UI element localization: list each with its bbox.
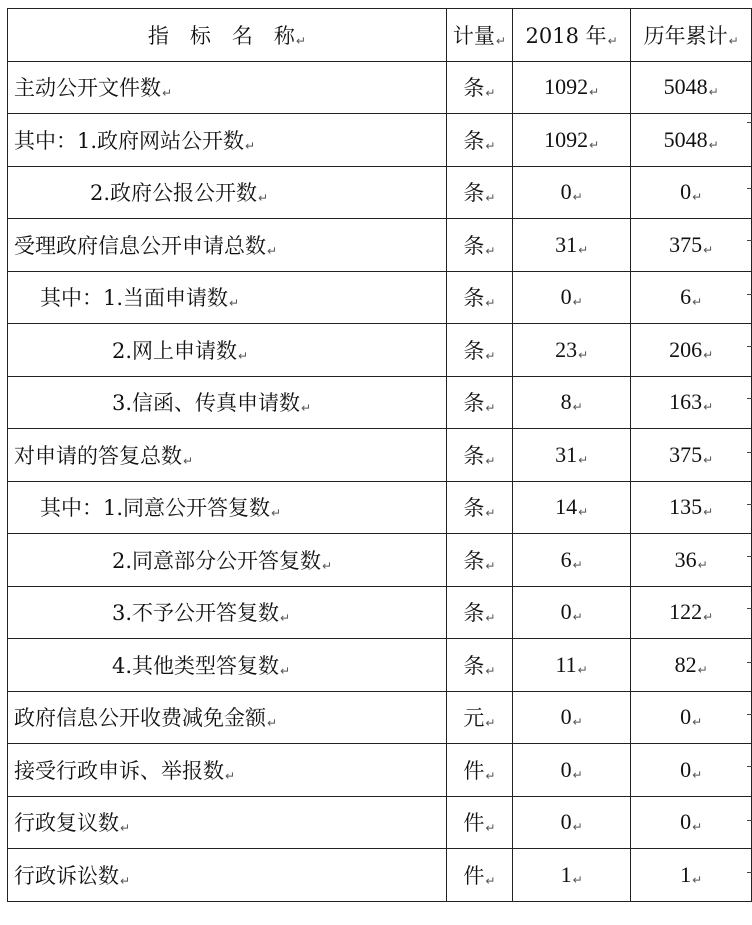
header-cumulative	[631, 9, 752, 62]
year-2018-cell-text: 0	[560, 809, 572, 835]
table-row	[8, 166, 752, 219]
cumulative-total-cell	[631, 61, 752, 114]
unit-cell-text: 条	[463, 548, 485, 573]
paragraph-mark-icon: ↵	[485, 873, 496, 888]
unit-cell	[446, 481, 512, 534]
header-year-text: 2018 年	[525, 23, 607, 48]
paragraph-mark-icon: ↵	[703, 400, 714, 415]
unit-cell-text: 元	[463, 706, 485, 731]
indicator-name-cell	[8, 744, 447, 797]
table-row	[8, 114, 752, 167]
cumulative-total-cell-text: 36	[674, 546, 697, 572]
cumulative-total-cell-text: 206	[669, 336, 703, 362]
year-2018-cell	[512, 744, 630, 797]
paragraph-mark-icon: ↵	[120, 873, 131, 888]
cumulative-total-cell-text: 6	[680, 284, 692, 310]
indicator-name-cell-text: 2.同意部分公开答复数	[112, 548, 322, 573]
year-2018-cell	[512, 324, 630, 377]
indicator-name-cell-text: 受理政府信息公开申请总数	[14, 233, 266, 258]
cumulative-total-cell-text: 0	[680, 179, 692, 205]
paragraph-mark-icon: ↵	[577, 662, 588, 677]
year-2018-cell-text: 1	[560, 861, 572, 887]
unit-cell	[446, 691, 512, 744]
cumulative-total-cell-text: 375	[669, 441, 703, 467]
year-2018-cell-text: 0	[560, 284, 572, 310]
cumulative-total-cell-text: 0	[680, 756, 692, 782]
edge-tick	[747, 346, 752, 347]
indicator-name-cell-text: 行政诉讼数	[14, 863, 119, 888]
year-2018-cell-text: 14	[555, 494, 578, 520]
cumulative-total-cell	[631, 271, 752, 324]
indicator-name-cell-text: 2.网上申请数	[112, 338, 238, 363]
paragraph-mark-icon: ↵	[295, 33, 306, 48]
unit-cell-text: 条	[463, 233, 485, 258]
paragraph-mark-icon: ↵	[708, 85, 719, 100]
cumulative-total-cell-text: 122	[669, 599, 703, 625]
cumulative-total-cell	[631, 324, 752, 377]
paragraph-mark-icon: ↵	[692, 715, 703, 730]
paragraph-mark-icon: ↵	[485, 348, 496, 363]
indicator-name-cell	[8, 849, 447, 902]
header-unit	[446, 9, 512, 62]
unit-cell	[446, 744, 512, 797]
paragraph-mark-icon: ↵	[572, 557, 583, 572]
unit-cell	[446, 219, 512, 272]
paragraph-mark-icon: ↵	[485, 768, 496, 783]
table-row	[8, 219, 752, 272]
paragraph-mark-icon: ↵	[572, 767, 583, 782]
paragraph-mark-icon: ↵	[578, 242, 589, 257]
table-row	[8, 586, 752, 639]
edge-tick	[747, 122, 752, 123]
year-2018-cell-text: 1092	[544, 74, 589, 100]
indicator-name-cell	[8, 691, 447, 744]
paragraph-mark-icon: ↵	[162, 86, 173, 101]
unit-cell-text: 件	[463, 811, 485, 836]
table-row	[8, 796, 752, 849]
paragraph-mark-icon: ↵	[692, 190, 703, 205]
paragraph-mark-icon: ↵	[485, 296, 496, 311]
indicator-name-cell-text: 其中：1.政府网站公开数	[14, 128, 245, 153]
paragraph-mark-icon: ↵	[271, 506, 282, 521]
cumulative-total-cell-text: 0	[680, 704, 692, 730]
unit-cell	[446, 429, 512, 482]
unit-cell-text: 条	[463, 338, 485, 363]
year-2018-cell-text: 0	[560, 179, 572, 205]
edge-tick	[747, 608, 752, 609]
year-2018-cell	[512, 849, 630, 902]
paragraph-mark-icon: ↵	[485, 138, 496, 153]
cumulative-total-cell	[631, 691, 752, 744]
cumulative-total-cell	[631, 166, 752, 219]
paragraph-mark-icon: ↵	[120, 821, 131, 836]
cumulative-total-cell-text: 5048	[663, 126, 708, 152]
indicator-name-cell	[8, 166, 447, 219]
cumulative-total-cell-text: 163	[669, 389, 703, 415]
paragraph-mark-icon: ↵	[258, 191, 269, 206]
cumulative-total-cell-text: 5048	[663, 74, 708, 100]
year-2018-cell	[512, 114, 630, 167]
paragraph-mark-icon: ↵	[183, 453, 194, 468]
statistics-table-container	[7, 8, 752, 902]
paragraph-mark-icon: ↵	[703, 347, 714, 362]
table-row	[8, 61, 752, 114]
year-2018-cell	[512, 271, 630, 324]
indicator-name-cell	[8, 376, 447, 429]
indicator-name-cell	[8, 796, 447, 849]
indicator-name-cell-text: 行政复议数	[14, 811, 119, 836]
year-2018-cell	[512, 61, 630, 114]
year-2018-cell	[512, 639, 630, 692]
header-unit-text: 计量	[452, 23, 495, 48]
unit-cell	[446, 639, 512, 692]
paragraph-mark-icon: ↵	[485, 453, 496, 468]
paragraph-mark-icon: ↵	[708, 137, 719, 152]
paragraph-mark-icon: ↵	[485, 821, 496, 836]
paragraph-mark-icon: ↵	[607, 33, 618, 48]
cumulative-total-cell	[631, 481, 752, 534]
paragraph-mark-icon: ↵	[692, 295, 703, 310]
paragraph-mark-icon: ↵	[280, 663, 291, 678]
cumulative-total-cell	[631, 429, 752, 482]
paragraph-mark-icon: ↵	[485, 86, 496, 101]
paragraph-mark-icon: ↵	[238, 348, 249, 363]
unit-cell-text: 条	[463, 391, 485, 416]
cumulative-total-cell	[631, 376, 752, 429]
edge-tick	[747, 452, 752, 453]
edge-tick	[747, 294, 752, 295]
paragraph-mark-icon: ↵	[485, 611, 496, 626]
edge-tick	[747, 556, 752, 557]
unit-cell	[446, 796, 512, 849]
paragraph-mark-icon: ↵	[703, 242, 714, 257]
table-body	[8, 9, 752, 902]
cumulative-total-cell	[631, 744, 752, 797]
indicator-name-cell	[8, 429, 447, 482]
paragraph-mark-icon: ↵	[728, 33, 739, 48]
indicator-name-cell	[8, 271, 447, 324]
header-year	[512, 9, 630, 62]
year-2018-cell	[512, 429, 630, 482]
unit-cell	[446, 271, 512, 324]
indicator-name-cell	[8, 114, 447, 167]
cumulative-total-cell	[631, 534, 752, 587]
table-row	[8, 271, 752, 324]
paragraph-mark-icon: ↵	[703, 452, 714, 467]
unit-cell	[446, 114, 512, 167]
cumulative-total-cell	[631, 586, 752, 639]
indicator-name-cell-text: 其中：1.同意公开答复数	[40, 496, 271, 521]
indicator-name-cell-text: 其中：1.当面申请数	[40, 286, 229, 311]
edge-tick	[747, 766, 752, 767]
year-2018-cell-text: 31	[555, 231, 578, 257]
indicator-name-cell	[8, 219, 447, 272]
edge-tick	[747, 398, 752, 399]
year-2018-cell-text: 8	[560, 389, 572, 415]
edge-tick	[747, 820, 752, 821]
unit-cell	[446, 849, 512, 902]
indicator-name-cell	[8, 61, 447, 114]
table-row	[8, 324, 752, 377]
unit-cell-text: 条	[463, 286, 485, 311]
paragraph-mark-icon: ↵	[322, 558, 333, 573]
year-2018-cell	[512, 219, 630, 272]
paragraph-mark-icon: ↵	[578, 347, 589, 362]
paragraph-mark-icon: ↵	[245, 138, 256, 153]
year-2018-cell	[512, 586, 630, 639]
year-2018-cell	[512, 691, 630, 744]
paragraph-mark-icon: ↵	[280, 611, 291, 626]
paragraph-mark-icon: ↵	[485, 243, 496, 258]
table-header-row	[8, 9, 752, 62]
paragraph-mark-icon: ↵	[225, 768, 236, 783]
cumulative-total-cell	[631, 796, 752, 849]
table-row	[8, 744, 752, 797]
paragraph-mark-icon: ↵	[267, 716, 278, 731]
table-row	[8, 429, 752, 482]
unit-cell-text: 条	[463, 601, 485, 626]
cumulative-total-cell	[631, 849, 752, 902]
year-2018-cell	[512, 534, 630, 587]
cumulative-total-cell-text: 1	[680, 861, 692, 887]
indicator-name-cell-text: 主动公开文件数	[14, 76, 161, 101]
paragraph-mark-icon: ↵	[703, 610, 714, 625]
paragraph-mark-icon: ↵	[485, 716, 496, 731]
indicator-name-cell-text: 2.政府公报公开数	[90, 181, 258, 206]
year-2018-cell	[512, 481, 630, 534]
paragraph-mark-icon: ↵	[692, 820, 703, 835]
unit-cell	[446, 324, 512, 377]
indicator-name-cell-text: 3.不予公开答复数	[112, 601, 280, 626]
cumulative-total-cell-text: 375	[669, 231, 703, 257]
paragraph-mark-icon: ↵	[578, 452, 589, 467]
paragraph-mark-icon: ↵	[267, 243, 278, 258]
indicator-name-cell-text: 政府信息公开收费减免金额	[14, 706, 266, 731]
paragraph-mark-icon: ↵	[572, 872, 583, 887]
year-2018-cell-text: 11	[555, 651, 577, 677]
paragraph-mark-icon: ↵	[697, 557, 708, 572]
paragraph-mark-icon: ↵	[692, 767, 703, 782]
unit-cell-text: 条	[463, 443, 485, 468]
unit-cell	[446, 166, 512, 219]
page-edge-marks	[746, 0, 752, 925]
paragraph-mark-icon: ↵	[572, 190, 583, 205]
year-2018-cell	[512, 376, 630, 429]
table-row	[8, 534, 752, 587]
paragraph-mark-icon: ↵	[229, 296, 240, 311]
cumulative-total-cell	[631, 219, 752, 272]
year-2018-cell-text: 0	[560, 704, 572, 730]
paragraph-mark-icon: ↵	[692, 872, 703, 887]
paragraph-mark-icon: ↵	[572, 295, 583, 310]
unit-cell	[446, 61, 512, 114]
unit-cell-text: 条	[463, 76, 485, 101]
indicator-name-cell	[8, 481, 447, 534]
year-2018-cell-text: 0	[560, 756, 572, 782]
unit-cell-text: 条	[463, 496, 485, 521]
year-2018-cell	[512, 166, 630, 219]
paragraph-mark-icon: ↵	[495, 33, 506, 48]
edge-tick	[747, 240, 752, 241]
paragraph-mark-icon: ↵	[485, 401, 496, 416]
cumulative-total-cell	[631, 639, 752, 692]
paragraph-mark-icon: ↵	[485, 663, 496, 678]
year-2018-cell-text: 6	[560, 546, 572, 572]
unit-cell	[446, 534, 512, 587]
indicator-name-cell-text: 对申请的答复总数	[14, 443, 182, 468]
header-indicator-name-text: 指 标 名 称	[147, 23, 295, 48]
unit-cell-text: 件	[463, 863, 485, 888]
statistics-table	[7, 8, 752, 902]
indicator-name-cell-text: 3.信函、传真申请数	[112, 391, 301, 416]
indicator-name-cell	[8, 324, 447, 377]
paragraph-mark-icon: ↵	[703, 505, 714, 520]
paragraph-mark-icon: ↵	[485, 506, 496, 521]
paragraph-mark-icon: ↵	[697, 662, 708, 677]
paragraph-mark-icon: ↵	[301, 401, 312, 416]
year-2018-cell-text: 0	[560, 599, 572, 625]
edge-tick	[747, 188, 752, 189]
unit-cell-text: 件	[463, 758, 485, 783]
indicator-name-cell	[8, 586, 447, 639]
indicator-name-cell-text: 接受行政申诉、举报数	[14, 758, 224, 783]
header-cumulative-text: 历年累计	[643, 23, 728, 48]
paragraph-mark-icon: ↵	[485, 191, 496, 206]
edge-tick	[747, 504, 752, 505]
paragraph-mark-icon: ↵	[572, 715, 583, 730]
table-row	[8, 376, 752, 429]
unit-cell	[446, 376, 512, 429]
year-2018-cell-text: 23	[555, 336, 578, 362]
cumulative-total-cell-text: 0	[680, 809, 692, 835]
table-row	[8, 849, 752, 902]
header-indicator-name	[8, 9, 447, 62]
indicator-name-cell	[8, 639, 447, 692]
unit-cell-text: 条	[463, 653, 485, 678]
paragraph-mark-icon: ↵	[572, 610, 583, 625]
edge-tick	[747, 872, 752, 873]
paragraph-mark-icon: ↵	[589, 85, 600, 100]
edge-tick	[747, 714, 752, 715]
table-row	[8, 481, 752, 534]
paragraph-mark-icon: ↵	[589, 137, 600, 152]
paragraph-mark-icon: ↵	[485, 558, 496, 573]
unit-cell-text: 条	[463, 128, 485, 153]
indicator-name-cell	[8, 534, 447, 587]
paragraph-mark-icon: ↵	[572, 400, 583, 415]
table-row	[8, 639, 752, 692]
edge-tick	[747, 662, 752, 663]
cumulative-total-cell	[631, 114, 752, 167]
year-2018-cell-text: 31	[555, 441, 578, 467]
year-2018-cell-text: 1092	[544, 126, 589, 152]
year-2018-cell	[512, 796, 630, 849]
cumulative-total-cell-text: 82	[674, 651, 697, 677]
paragraph-mark-icon: ↵	[578, 505, 589, 520]
unit-cell	[446, 586, 512, 639]
cumulative-total-cell-text: 135	[669, 494, 703, 520]
table-row	[8, 691, 752, 744]
paragraph-mark-icon: ↵	[572, 820, 583, 835]
indicator-name-cell-text: 4.其他类型答复数	[112, 653, 280, 678]
unit-cell-text: 条	[463, 181, 485, 206]
